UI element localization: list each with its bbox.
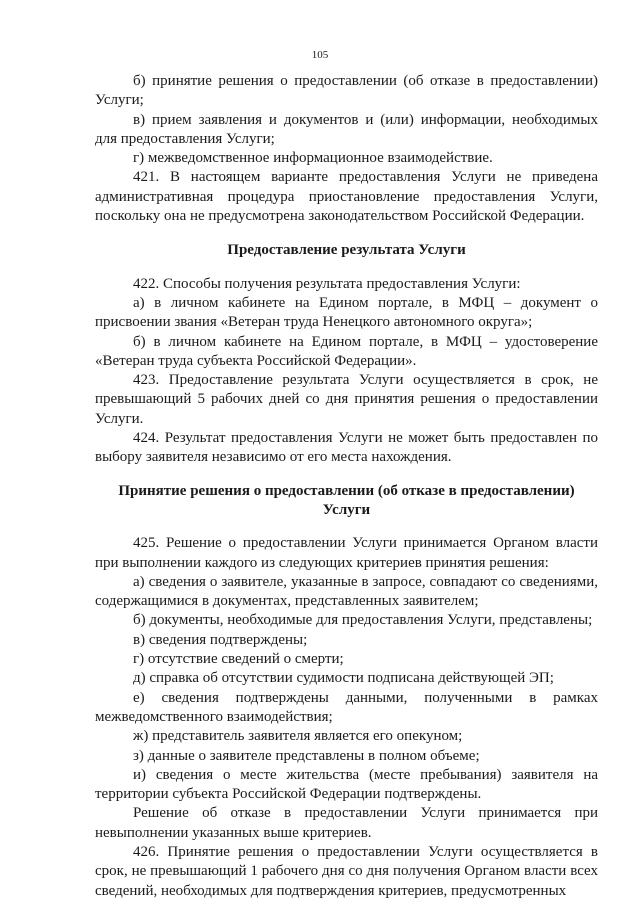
paragraph-424: 424. Результат предоставления Услуги не может быть предоставлен по выбору заявителя независимо от его места нахождения.: [95, 430, 598, 466]
paragraph-step-g: г) межведомственное информационное взаимодействие.: [133, 150, 493, 167]
paragraph-425-b: б) документы, необходимые для предоставления Услуги, представлены;: [133, 612, 593, 629]
paragraph-426: 426. Принятие решения о предоставлении Услуги осуществляется в срок, не превышающий 1 рабочего дня со дня получения Органом власти всех сведений, необходимых для подтверждения критериев, предусмотренных: [95, 843, 598, 899]
paragraph-refusal: Решение об отказе в предоставлении Услуги принимается при невыполнении указанных выше критериев.: [95, 805, 598, 841]
paragraph-step-b: б) принятие решения о предоставлении (об отказе в предоставлении) Услуги;: [95, 73, 598, 109]
paragraph-425: 425. Решение о предоставлении Услуги принимается Органом власти при выполнении каждого из следующих критериев принятия решения:: [95, 535, 598, 571]
paragraph-422-b: б) в личном кабинете на Едином портале, в МФЦ – удостоверение «Ветеран труда субъекта Российской Федерации».: [95, 333, 598, 369]
paragraph-425-e: е) сведения подтверждены данными, полученными в рамках межведомственного взаимодействия;: [95, 689, 598, 725]
paragraph-425-v: в) сведения подтверждены;: [133, 631, 308, 648]
document-body: [95, 72, 598, 901]
paragraph-422: 422. Способы получения результата предоставления Услуги:: [133, 275, 521, 292]
paragraph-step-v: в) прием заявления и документов и (или) информации, необходимых для предоставления Услуги;: [95, 111, 598, 147]
paragraph-423: 423. Предоставление результата Услуги осуществляется в срок, не превышающий 5 рабочих дней со дня принятия решения о предоставлении Услуги.: [95, 372, 598, 427]
paragraph-421: 421. В настоящем варианте предоставления Услуги не приведена административная процедура приостановление предоставления Услуги, поскольку она не предусмотрена законодательством Российской Федерации.: [95, 169, 598, 225]
page-number: 105: [311, 49, 329, 61]
paragraph-425-g: г) отсутствие сведений о смерти;: [133, 651, 344, 668]
paragraph-425-a: а) сведения о заявителе, указанные в запросе, совпадают со сведениями, содержащимися в документах, представленных заявителем;: [95, 573, 598, 610]
paragraph-425-z: з) данные о заявителе представлены в полном объеме;: [133, 747, 480, 764]
paragraph-425-i: и) сведения о месте жительства (месте пребывания) заявителя на территории субъекта Российской Федерации подтверждены.: [95, 766, 598, 803]
paragraph-425-d: д) справка об отсутствии судимости подписана действующей ЭП;: [133, 670, 554, 687]
section-heading-decision: Принятие решения о предоставлении (об отказе в предоставлении) Услуги: [118, 482, 575, 518]
paragraph-425-zh: ж) представитель заявителя является его опекуном;: [133, 728, 463, 745]
section-heading-result: Предоставление результата Услуги: [227, 242, 466, 259]
paragraph-422-a: а) в личном кабинете на Едином портале, в МФЦ – документ о присвоении звания «Ветеран труда Ненецкого автономного округа»;: [95, 294, 598, 331]
